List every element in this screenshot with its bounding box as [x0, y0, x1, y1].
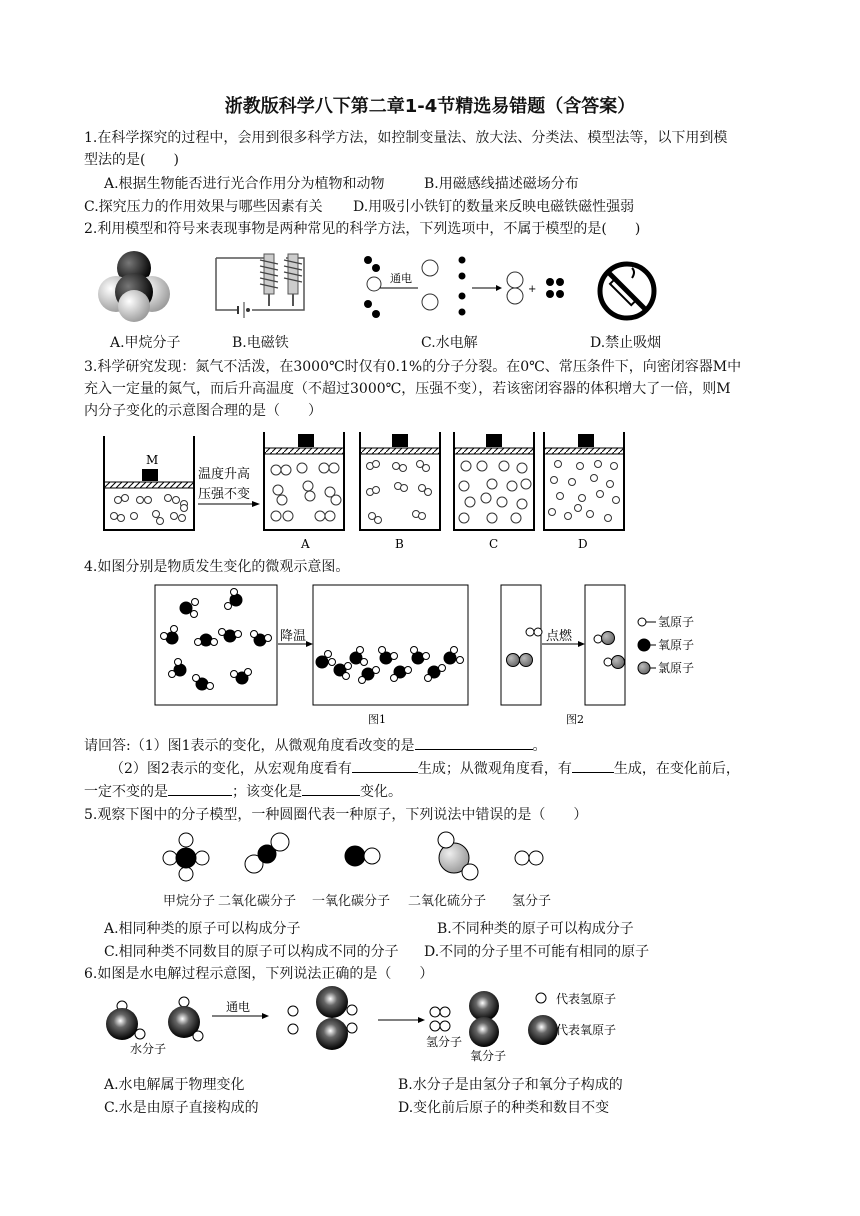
- q3-stem-line1: 3.科学研究发现：氮气不活泼，在3000℃时仅有0.1%的分子分裂。在0℃、常压条件下，向密闭容器M中: [84, 359, 742, 375]
- q4-blank-1[interactable]: [415, 735, 533, 750]
- hydrogen-atom-icon: [536, 993, 546, 1003]
- q6-legend-hydrogen: 代表氢原子: [556, 992, 617, 1006]
- q3-label-d: D: [578, 537, 588, 551]
- q4-ans2-part-c: 生成，在变化前后，: [613, 761, 740, 777]
- q6-electric-label: 通电: [226, 1000, 251, 1014]
- q4-ignite-label: 点燃: [546, 629, 573, 644]
- q4-blank-4[interactable]: [168, 781, 232, 796]
- q5-stem: 5.观察下图中的分子模型，一种圆圈代表一种原子，下列说法中错误的是（ ）: [84, 807, 588, 823]
- water-electrolysis-image: [350, 252, 578, 324]
- chlorine-atom-icon: [638, 662, 650, 674]
- q4-ans3-part-c: 变化。: [360, 784, 402, 800]
- q3-label-a: A: [301, 537, 310, 551]
- electromagnet-image: [208, 248, 314, 322]
- q2-option-d[interactable]: D.禁止吸烟: [590, 335, 662, 351]
- q4-blank-2[interactable]: [352, 758, 418, 773]
- q6-stem: 6.如图是水电解过程示意图，下列说法正确的是（ ）: [84, 966, 434, 982]
- q2-electric-label: 通电: [390, 272, 412, 285]
- q4-ans1-prefix: 请回答:（1）图1表示的变化，从微观角度看改变的是: [84, 738, 415, 754]
- q3-arrow-label-1: 温度升高: [198, 467, 251, 482]
- q4-ans2-part-b: 生成；从微观角度看，有: [417, 761, 572, 777]
- q3-label-c: C: [489, 537, 499, 551]
- q2-option-c[interactable]: C.水电解: [421, 335, 478, 351]
- q6-option-d[interactable]: D.变化前后原子的种类和数目不变: [398, 1100, 610, 1116]
- methane-model-image: [98, 248, 170, 324]
- q4-cool-label: 降温: [280, 629, 307, 644]
- q6-water-label: 水分子: [130, 1042, 167, 1056]
- q5-option-d[interactable]: D.不同的分子里不可能有相同的原子: [424, 944, 650, 960]
- q5-label-so2: 二氧化硫分子: [408, 894, 487, 909]
- q4-blank-5[interactable]: [302, 781, 360, 796]
- q4-answer-line1: [84, 735, 547, 757]
- q4-blank-3[interactable]: [572, 758, 614, 773]
- q4-legend-hydrogen: 氢原子: [658, 615, 695, 629]
- q5-label-methane: 甲烷分子: [163, 894, 216, 909]
- q3-stem-line3: 内分子变化的示意图合理的是（ ）: [84, 403, 322, 419]
- q5-option-c[interactable]: C.相同种类不同数目的原子可以构成不同的分子: [104, 944, 399, 960]
- q5-option-a[interactable]: A.相同种类的原子可以构成分子: [104, 921, 301, 937]
- q4-answer-line2: [110, 758, 740, 780]
- q4-legend-chlorine: 氯原子: [658, 661, 695, 675]
- page-title: 浙教版科学八下第二章1-4节精选易错题（含答案）: [224, 96, 636, 117]
- q3-m-label: M: [146, 453, 159, 467]
- svg-text:+: +: [528, 284, 537, 295]
- q6-legend-oxygen: 代表氧原子: [556, 1023, 617, 1037]
- q5-option-b[interactable]: B.不同种类的原子可以构成分子: [437, 921, 634, 937]
- q4-diagram: [150, 582, 720, 730]
- q6-hydrogen-label: 氢分子: [426, 1035, 463, 1049]
- q6-oxygen-label: 氧分子: [470, 1049, 507, 1063]
- q1-stem-line2: 型法的是( ): [84, 152, 179, 168]
- q1-option-d[interactable]: D.用吸引小铁钉的数量来反映电磁铁磁性强弱: [353, 199, 635, 215]
- q4-fig2-caption: 图2: [566, 713, 584, 726]
- q6-electrolysis-diagram: [100, 986, 660, 1066]
- q4-ans3-part-a: 一定不变的是: [84, 784, 168, 800]
- q4-answer-line3: [84, 781, 402, 803]
- q4-ans2-part-a: （2）图2表示的变化，从宏观角度看有: [110, 761, 352, 777]
- no-smoking-sign-icon: [596, 260, 658, 322]
- q3-stem-line2: 充入一定量的氮气，而后升高温度（不超过3000℃，压强不变），若该密闭容器的体积增大了一倍，则M: [84, 381, 731, 397]
- oxygen-atom-icon: [528, 1015, 558, 1045]
- q6-option-a[interactable]: A.水电解属于物理变化: [104, 1077, 245, 1093]
- q1-option-b[interactable]: B.用磁感线描述磁场分布: [424, 176, 579, 192]
- q2-option-b[interactable]: B.电磁铁: [232, 335, 289, 351]
- q5-label-h2: 氢分子: [512, 894, 552, 909]
- q3-arrow-label-2: 压强不变: [198, 487, 251, 502]
- oxygen-atom-icon: [638, 639, 650, 651]
- q1-option-c[interactable]: C.探究压力的作用效果与哪些因素有关: [84, 199, 323, 215]
- q5-molecule-models: [150, 828, 570, 888]
- q1-stem-line1: 1.在科学探究的过程中，会用到很多科学方法，如控制变量法、放大法、分类法、模型法等，以下用到模: [84, 130, 728, 146]
- q4-ans3-part-b: ；该变化是: [232, 784, 302, 800]
- q5-label-co: 一氧化碳分子: [312, 894, 391, 909]
- q6-option-c[interactable]: C.水是由原子直接构成的: [104, 1100, 259, 1116]
- q4-ans1-suffix: 。: [532, 738, 547, 754]
- q6-option-b[interactable]: B.水分子是由氢分子和氧分子构成的: [398, 1077, 623, 1093]
- q4-legend-oxygen: 氧原子: [658, 638, 695, 652]
- hydrogen-atom-icon: [638, 618, 646, 626]
- q3-container-diagram: [98, 428, 638, 556]
- q4-fig1-caption: 图1: [368, 713, 386, 726]
- q5-label-co2: 二氧化碳分子: [218, 894, 297, 909]
- q3-label-b: B: [395, 537, 404, 551]
- q2-stem: 2.利用模型和符号来表现事物是两种常见的科学方法，下列选项中，不属于模型的是( ): [84, 221, 641, 237]
- q1-option-a[interactable]: A.根据生物能否进行光合作用分为植物和动物: [104, 176, 385, 192]
- q4-stem: 4.如图分别是物质发生变化的微观示意图。: [84, 559, 350, 575]
- q2-option-a[interactable]: A.甲烷分子: [110, 335, 181, 351]
